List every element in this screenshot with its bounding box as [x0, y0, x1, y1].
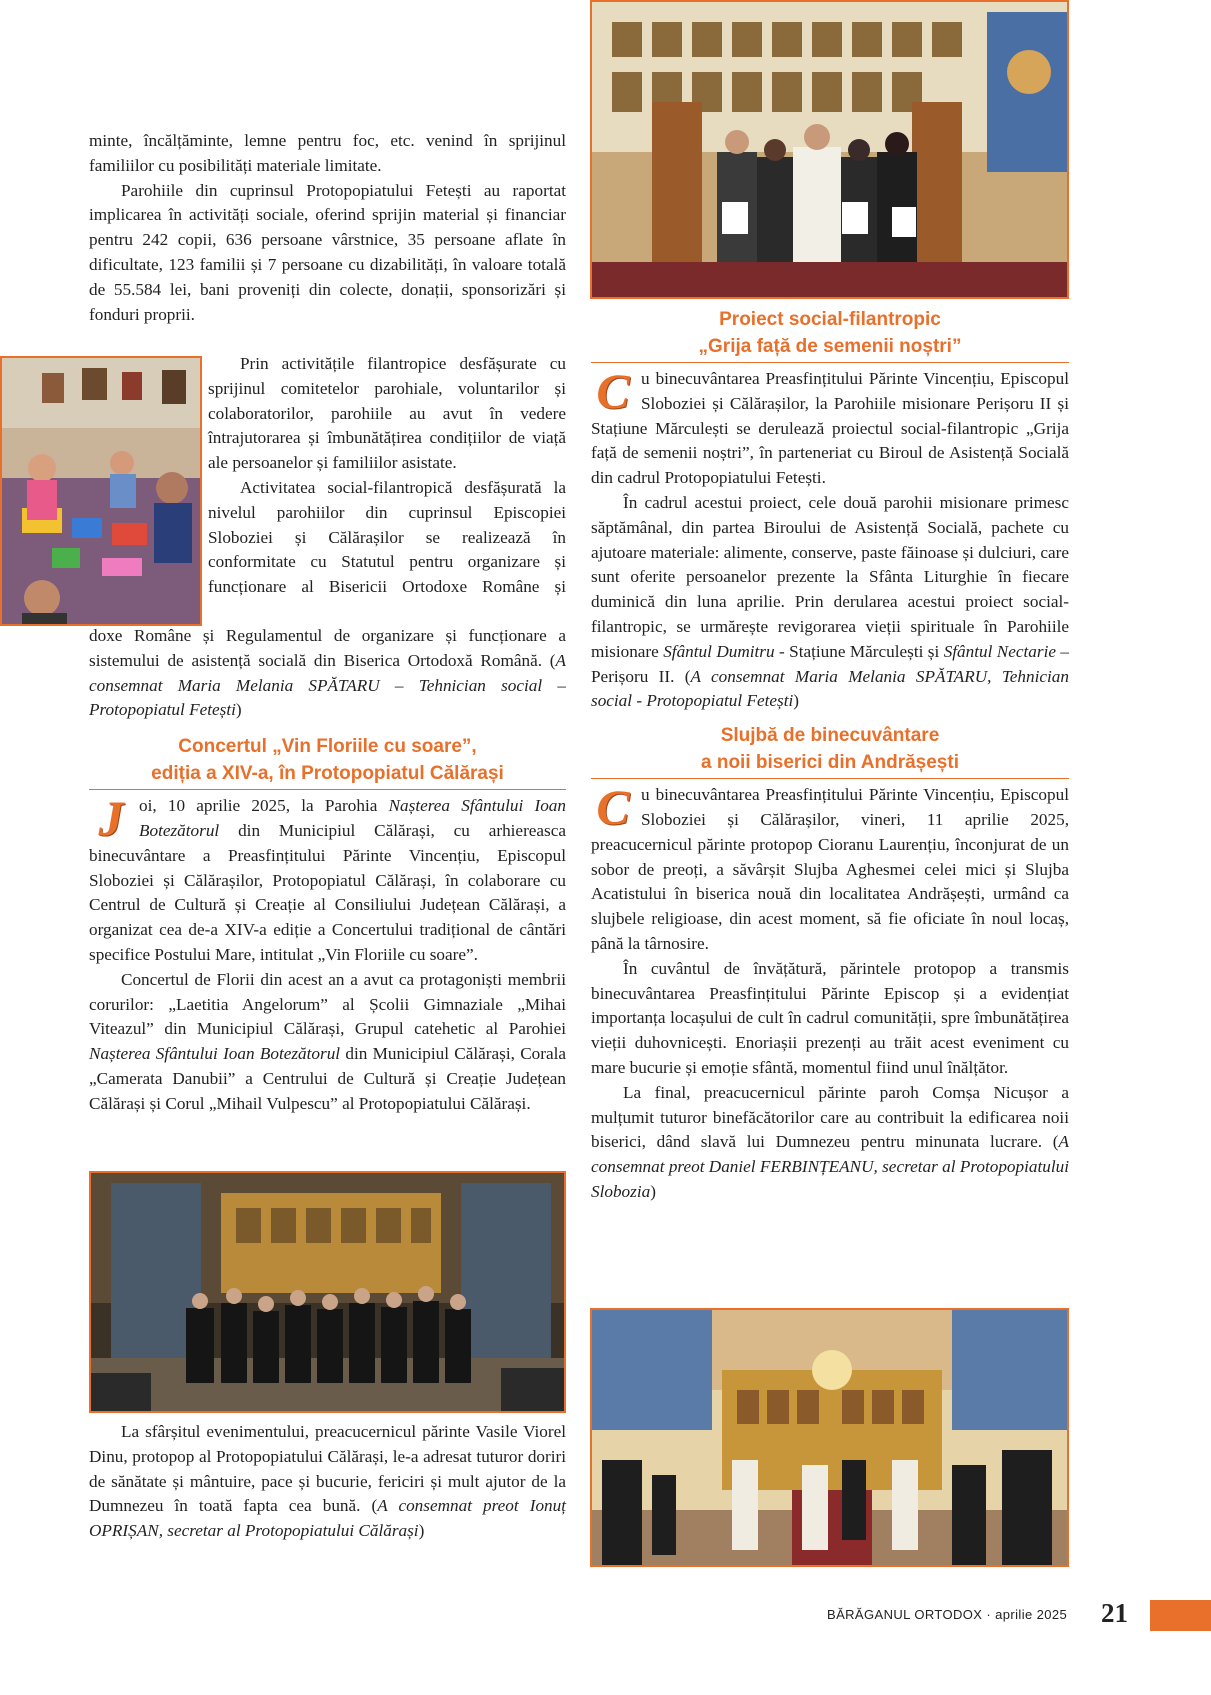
paragraph-concert-2: Concertul de Florii din acest an a avut ca protagoniști membrii corurilor: „Laetitia Angelorum” al Școlii Gimnaziale „Mihai Viteazul” din Municipiul Călărași, Grupul catehetic al Parohiei Nașterea Sfântului Ioan Botezătorul din Municipiul Călărași, Corala „Camerata Danubii” a Centrului de Cultură și Creație Județean Călărași și Corul „Mihail Vulpescu” al Protopopiatului Călărași.: [89, 969, 567, 1113]
photo-children-crafts: [0, 356, 202, 626]
paragraph-proiect-1: Cu binecuvântarea Preasfințitului Părinte Vincențiu, Episcopul Sloboziei și Călărașilor, la Parohiile misionare Perișoru II și Stațiune Mărculești se derulează proiectul social-filantropic „Grija față de semenii noștri”, în parteneriat cu Biroul de Asistență Socială din cadrul Protopopiatului Fetești.: [591, 363, 1069, 488]
heading-slujba-line2: a noii biserici din Andrășești: [701, 752, 959, 774]
drop-cap-c-2: C: [596, 779, 630, 836]
drop-cap-c-1: C: [596, 363, 630, 419]
photo-iconostasis-group: [590, 0, 1069, 299]
heading-slujba: [591, 722, 1069, 779]
footer-publication-name: BĂRĂGANUL ORTODOX: [827, 1607, 983, 1622]
photo-new-church-service-image: [592, 1310, 1069, 1567]
paragraph-concert-3: La sfârșitul evenimentului, preacucernicul părinte Vasile Viorel Dinu, protopop al Protopopiatului Călărași, le-a adresat tuturor doriri de sănătate și mântuire, pace și bucurie, fericiri și mult ajutor de la Dumnezeu în toată fapta cea bună. (A consemnat preot Ionuț OPRIȘAN, secretar al Protopopiatului Călărași): [89, 1422, 566, 1541]
column-left-wrap: [208, 352, 566, 598]
signature-ferbinteanu: A consemnat preot Daniel FERBINȚEANU, secretar al Protopopiatului Slobozia: [591, 1132, 1069, 1201]
column-left-top: [89, 129, 566, 327]
footer-date: · aprilie 2025: [986, 1607, 1068, 1622]
heading-concert-line1: Concertul „Vin Floriile cu soare”,: [178, 736, 477, 758]
signature-oprisan: A consemnat preot Ionuț OPRIȘAN, secretar al Protopopiatului Călărași: [89, 1496, 566, 1541]
signature-spataru-1: A consemnat Maria Melania SPĂTARU – Tehnician social – Protopopiatul Fetești: [89, 650, 566, 720]
paragraph-slujba-2: În cuvântul de învățătură, părintele protopop a transmis binecuvântarea Preasfințitului Părinte Episcop și a evidențiat importanța locașului de cult în cadrul comunității, spre îmbunătățirea vieții duhovnicești. Enoriașii prezenți au trăit acest eveniment cu mare bucurie și emoție sfântă, momentul fiind unul înălțător.: [591, 958, 1069, 1077]
paragraph-activitatea-part: [208, 476, 566, 598]
photo-choir-concert: [89, 1171, 566, 1413]
heading-proiect-line1: Proiect social-filantropic: [719, 309, 941, 330]
paragraph-proiect-2: În cadrul acestui proiect, cele două parohii misionare primesc săptămânal, din partea Biroului de Asistență Socială, pachete cu ajutoare materiale: alimente, conserve, paste făinoase și dulciuri, care sunt oferite persoanelor prezente la Sfânta Liturghie în fiecare duminică din luna aprilie. Prin derularea acestui proiect social-filantropic, se urmărește revigorarea vieții spirituale în Parohiile misionare Sfântul Dumitru - Stațiune Mărculești și Sfântul Nectarie – Perișoru II. (A consemnat Maria Melania SPĂTARU, Tehnician social - Protopopiatul Fetești): [591, 492, 1070, 711]
paragraph-slujba-1: Cu binecuvântarea Preasfințitului Părinte Vincențiu, Episcopul Sloboziei și Călărașilor, vineri, 11 aprilie 2025, preacucernicul părinte protopop Cioranu Laurențiu, înconjurat de un sobor de preoți, a săvârșit Slujba Aghesmei celei mici și Slujba Acatistului în biserica nouă din localitatea Andrășești, urmând ca slujbele religioase, din acest moment, să fie oficiate în noul locaș, până la târnosire.: [591, 779, 1069, 953]
photo-new-church-service: [590, 1308, 1069, 1567]
paragraph-intro: minte, încălțăminte, lemne pentru foc, etc. venind în sprijinul familiilor cu posibilități materiale limitate.: [89, 131, 566, 175]
paragraph-activitatea-tail: doxe Române și Regulamentul de organizare și funcționare a sistemului de asistență socială din Biserica Ortodoxă Română. (A consemnat Maria Melania SPĂTARU – Tehnician social – Protopopiatul Fetești): [89, 626, 566, 720]
photo-children-crafts-image: [2, 358, 202, 626]
paragraph-concert-1: Joi, 10 aprilie 2025, la Parohia Nașterea Sfântului Ioan Botezătorul din Municipiul Călărași, cu arhiereasca binecuvântare a Preasfințitului Părinte Vincențiu, Episcopul Sloboziei și Călărașilor, Protopopiatul Călărași, în colaborare cu Centrul de Cultură și Creație al Consiliului Județean Călărași, a organizat cea de-a XIV-a ediție a Concertului tradițional de cântări specifice Postului Mare, intitulat „Vin Floriile cu soare”.: [89, 790, 566, 964]
column-left-bottom: [89, 1420, 566, 1544]
paragraph-slujba-3: La final, preacucernicul părinte paroh Comșa Nicușor a mulțumit tuturor binefăcătorilor care au contribuit la edificarea noii biserici, dând slavă lui Dumnezeu pentru minunata lucrare. (A consemnat preot Daniel FERBINȚEANU, secretar al Protopopiatului Slobozia): [591, 1082, 1069, 1201]
heading-slujba-line1: Slujbă de binecuvântare: [720, 725, 940, 747]
photo-iconostasis-group-image: [592, 2, 1069, 299]
column-left-mid: [89, 624, 566, 1117]
heading-proiect: [591, 306, 1069, 363]
parish-name: Nașterea Sfântului Ioan Botezătorul: [139, 796, 566, 840]
footer-accent-bar: [1150, 1600, 1211, 1631]
paragraph-filantropice: Prin activitățile filantropice desfășurate cu sprijinul comitetelor parohiale, voluntarilor și colaboratorilor, parohiile au avut în vedere întrajutorarea și îmbunătățirea condițiilor de viață ale persoanelor și familiilor asistate.: [208, 354, 566, 473]
heading-proiect-line2: „Grija față de semenii noștri”: [698, 336, 962, 357]
drop-cap-j: J: [98, 790, 124, 847]
paragraph-parohii: Parohiile din cuprinsul Protopopiatului Fetești au raportat implicarea în activități sociale, oferind sprijin material și financiar pentru 242 copii, 636 persoane vârstnice, 35 persoane aflate în dificultate, 123 familii și 7 persoane cu dizabilități, în valoare totală de 55.584 lei, bani proveniți din colecte, donații, sponsorizări și fonduri proprii.: [89, 180, 566, 324]
page-number: 21: [1101, 1598, 1128, 1628]
photo-choir-concert-image: [91, 1173, 566, 1413]
paragraph-activitatea-head: Activitatea social-filantropică desfășurată la nivelul parohiilor din cuprinsul Episcopiei Sloboziei și Călărașilor se realizează în conformitate cu Statutul pentru organizare și funcționare al Bisericii Ortodoxe Române și: [208, 477, 566, 597]
heading-concert-line2: ediția a XIV-a, în Protopopiatul Călărași: [151, 763, 504, 785]
column-right: [591, 306, 1069, 1205]
heading-concert: [89, 733, 566, 790]
footer-publication: [827, 1607, 1067, 1622]
signature-spataru-2: A consemnat Maria Melania SPĂTARU, Tehnician social - Protopopiatul Fetești: [591, 666, 1069, 711]
